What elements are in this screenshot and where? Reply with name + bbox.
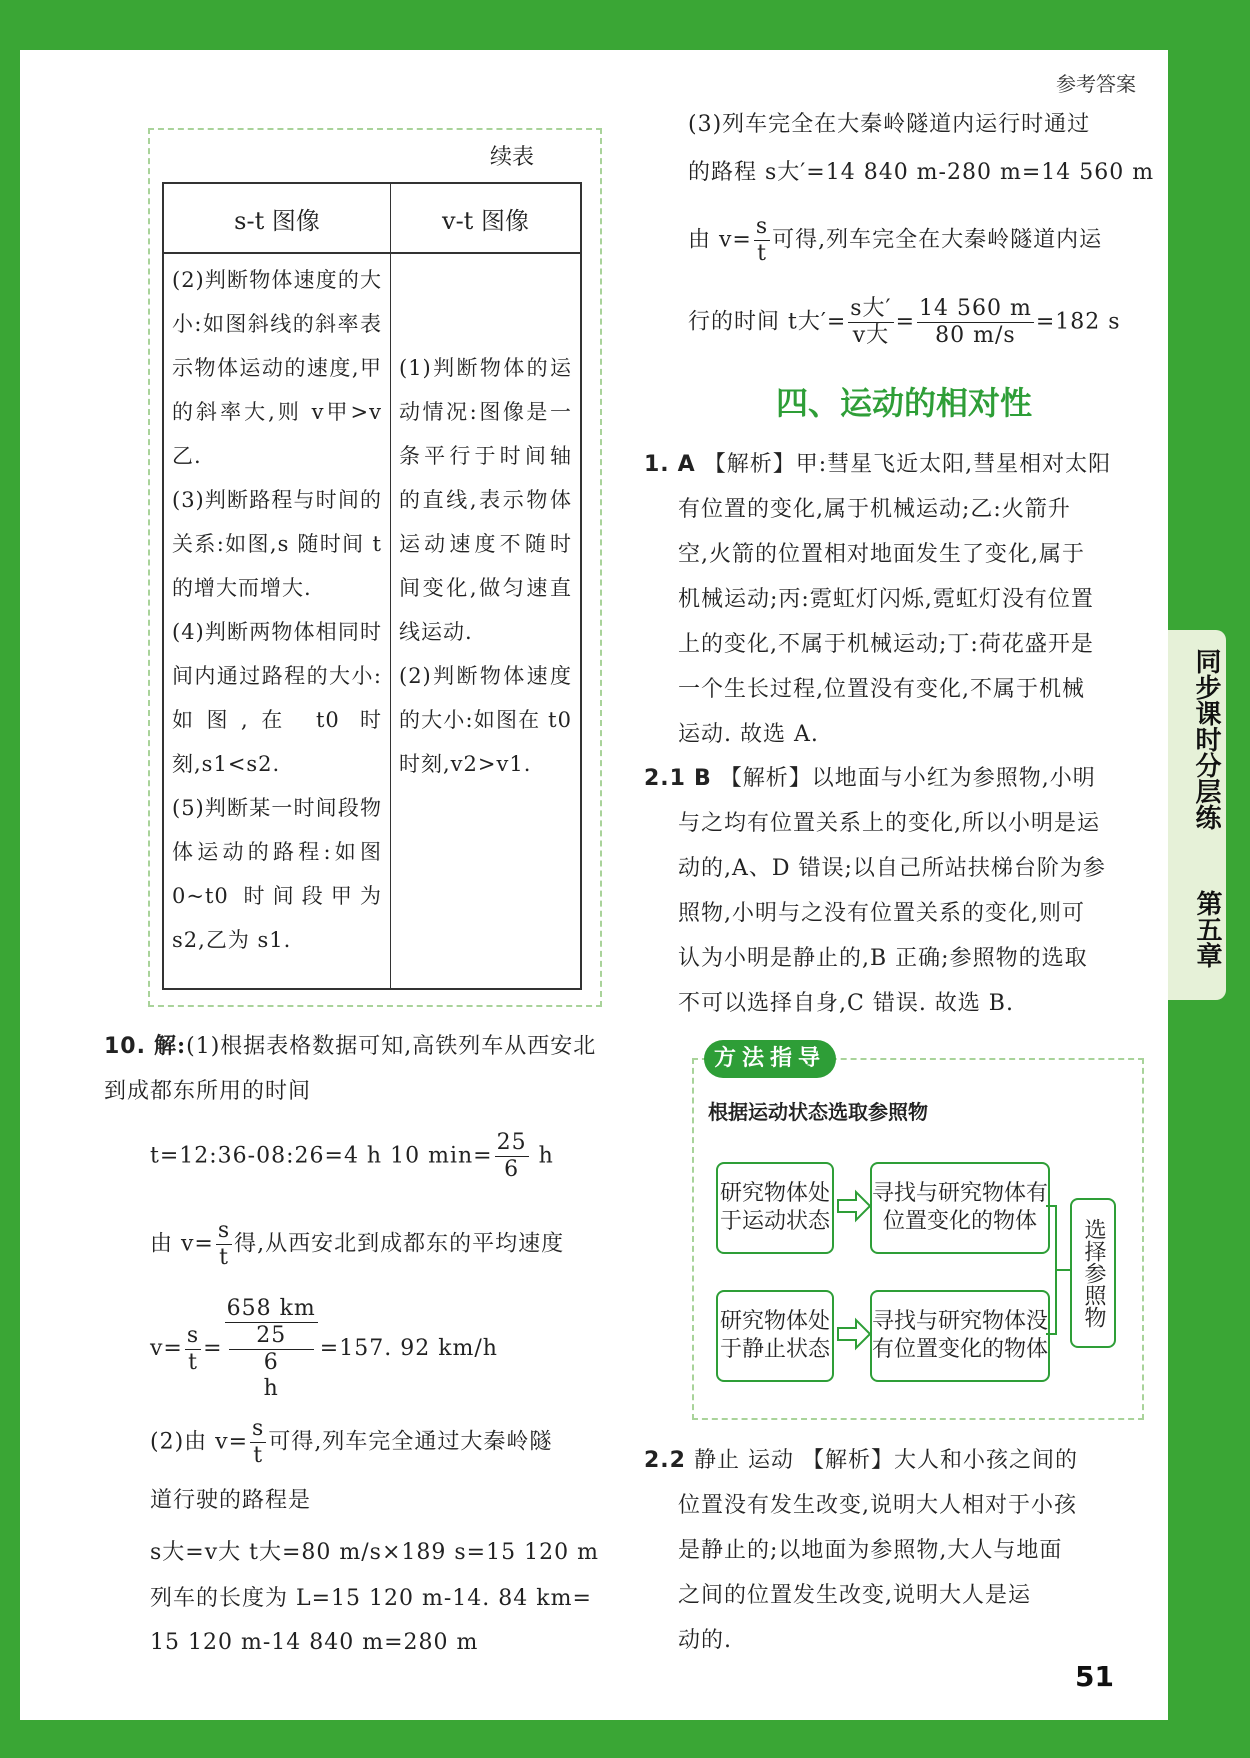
q10-eq1-left: t=12:36-08:26=4 h 10 min=	[150, 1143, 493, 1169]
vt-item: (2)判断物体速度的大小:如图在 t0 时刻,v2>v1.	[399, 664, 572, 776]
table-header-vt: v-t 图像	[391, 183, 582, 253]
rt-paragraph-4	[688, 296, 1121, 349]
q2-2-body	[678, 1483, 1158, 1663]
st-vt-table	[162, 182, 582, 990]
green-frame-left	[0, 0, 20, 1758]
q10-eq2-right: =157. 92 km/h	[319, 1336, 498, 1361]
frac-s: s	[755, 214, 769, 239]
q2-1-line: 与之均有位置关系上的变化,所以小明是运	[678, 811, 1100, 836]
q2-2-line: 位置没有发生改变,说明大人相对于小孩	[678, 1493, 1077, 1518]
q2-2-answer: 静止 运动	[693, 1448, 794, 1473]
section-title: 四、运动的相对性	[776, 384, 1033, 422]
rt-p3-a: 由 v=	[688, 227, 752, 253]
q2-2-block	[644, 1438, 1154, 1483]
q1-number: 1.	[644, 452, 670, 477]
rt-p4-fraction-1	[848, 296, 893, 349]
flow-box-moving: 研究物体处于运动状态	[716, 1162, 834, 1254]
q10-equation-2: v= $\frac{s}{t}$ = 658 km 25 6 h =157. 92 km/h	[150, 1296, 498, 1401]
q1-answer: A	[677, 452, 696, 477]
q1-block	[644, 442, 1154, 487]
q1-line: 机械运动;丙:霓虹灯闪烁,霓虹灯没有位置	[678, 587, 1094, 612]
q2-1-body	[678, 801, 1158, 1026]
method-title: 根据运动状态选取参照物	[708, 1100, 928, 1124]
frac-t: t	[219, 1245, 229, 1270]
table-cell-st	[163, 253, 391, 989]
st-item: (3)判断路程与时间的关系:如图,s 随时间 t 的增大而增大.	[172, 488, 382, 600]
rt-paragraph-1: (3)列车完全在大秦岭隧道内运行时通过	[688, 112, 1091, 137]
q2-2-line: 是静止的;以地面为参照物,大人与地面	[678, 1538, 1063, 1563]
q10-paragraph-5: 15 120 m-14 840 m=280 m	[150, 1630, 479, 1655]
frac-t: t	[757, 241, 767, 266]
flow-box-find-unchanged: 寻找与研究物体没有位置变化的物体	[870, 1290, 1050, 1382]
q2-2-line: 动的.	[678, 1628, 732, 1653]
frac-s: s	[217, 1218, 231, 1243]
q1-body	[678, 487, 1158, 757]
rt-p4-f2-num: 14 560 m	[919, 296, 1032, 321]
rt-paragraph-3	[688, 214, 1102, 267]
table-continued-label: 续表	[490, 145, 535, 170]
q10-p3-b: 可得,列车完全通过大秦岭隧	[268, 1429, 553, 1455]
q10-eq1-unit: h	[538, 1143, 554, 1169]
q2-2-number: 2.2	[644, 1448, 686, 1473]
flow-connectors	[830, 1162, 1130, 1382]
q2-2-line: 【解析】大人和小孩之间的	[801, 1448, 1078, 1473]
page-number: 51	[1075, 1660, 1114, 1693]
q1-line: 【解析】甲:彗星飞近太阳,彗星相对太阳	[703, 452, 1112, 477]
rt-p3-b: 可得,列车完全在大秦岭隧道内运	[772, 227, 1103, 253]
q10-paragraph-1	[104, 1024, 604, 1114]
rt-p4-f2-den: 80 m/s	[935, 323, 1016, 348]
rt-p4-b: =182 s	[1035, 309, 1121, 335]
q2-1-line: 动的,A、D 错误;以自己所站扶梯台阶为参	[678, 856, 1106, 881]
green-frame-top	[0, 0, 1250, 50]
green-frame-bottom	[0, 1720, 1250, 1758]
q10-paragraph-2	[150, 1218, 564, 1271]
arrow-right-icon	[838, 1320, 870, 1348]
flow-box-find-changed: 寻找与研究物体有位置变化的物体	[870, 1162, 1050, 1254]
side-tab-chapter: 第五章	[1192, 890, 1222, 968]
q10-p3-fraction	[250, 1416, 266, 1469]
q10-eq2-st-fraction	[185, 1323, 201, 1376]
q10-eq2-den-num: 25	[229, 1323, 314, 1350]
table-cell-vt	[391, 253, 582, 989]
q2-1-block	[644, 756, 1154, 801]
q10-v-fraction	[216, 1218, 232, 1271]
q10-p3-c: 道行驶的路程是	[150, 1488, 312, 1513]
frac-s: s	[186, 1322, 200, 1348]
side-tab-title: 同步课时分层练	[1191, 648, 1221, 830]
rt-p4-f1-num: s大′	[850, 296, 892, 321]
q10-eq2-den	[225, 1323, 318, 1402]
q10-p3-a: (2)由 v=	[150, 1429, 249, 1455]
frac-t: t	[188, 1349, 198, 1375]
q10-eq2-num: 658 km	[226, 1296, 316, 1321]
q10-lead: 解:	[153, 1033, 187, 1059]
arrow-right-icon	[838, 1192, 870, 1220]
q2-1-line: 【解析】以地面与小红为参照物,小明	[719, 766, 1096, 791]
q10-number: 10.	[104, 1034, 146, 1059]
rt-p4-f1-den: v大	[852, 323, 890, 348]
flow-box-select-reference: 选择参照物	[1070, 1198, 1116, 1348]
method-tag: 方法指导	[704, 1040, 836, 1078]
flow-box-static: 研究物体处于静止状态	[716, 1290, 834, 1382]
q10-paragraph-3	[150, 1416, 610, 1469]
q10-paragraph-4: 列车的长度为 L=15 120 m-14. 84 km=	[150, 1586, 592, 1611]
q10-eq2-den-unit: h	[263, 1376, 279, 1401]
rt-p4-fraction-2	[917, 296, 1034, 349]
rt-p4-eq: =	[895, 309, 915, 335]
q1-line: 运动. 故选 A.	[678, 722, 819, 747]
vt-item: (1)判断物体的运动情况:图像是一条平行于时间轴的直线,表示物体运动速度不随时间变化,做匀速直线运动.	[399, 356, 572, 644]
q2-1-line: 认为小明是静止的,B 正确;参照物的选取	[678, 946, 1088, 971]
q2-1-line: 照物,小明与之没有位置关系的变化,则可	[678, 901, 1085, 926]
q2-1-number: 2.1	[644, 766, 686, 791]
q2-1-line: 不可以选择自身,C 错误. 故选 B.	[678, 991, 1014, 1016]
q10-text-1: (1)根据表格数据可知,高铁列车从西安北到成都东所用的时间	[104, 1034, 597, 1104]
rt-v-fraction	[754, 214, 770, 267]
q1-line: 空,火箭的位置相对地面发生了变化,属于	[678, 542, 1085, 567]
q10-equation-3: s大=v大 t大=80 m/s×189 s=15 120 m	[150, 1540, 599, 1565]
bracket-connector	[1046, 1206, 1070, 1334]
q10-eq2-left: v=	[150, 1336, 183, 1361]
q10-p2-b: 得,从西安北到成都东的平均速度	[234, 1231, 565, 1257]
q2-1-answer: B	[693, 766, 712, 791]
st-item: (2)判断物体速度的大小:如图斜线的斜率表示物体运动的速度,甲的斜率大,则 v甲>v乙.	[172, 268, 382, 468]
q10-equation-1	[150, 1130, 554, 1183]
q10-p2-a: 由 v=	[150, 1231, 214, 1257]
frac-s: s	[252, 1416, 265, 1441]
q10-eq2-fraction	[225, 1296, 318, 1402]
header-answer-label: 参考答案	[1056, 72, 1136, 96]
st-item: (5)判断某一时间段物体运动的路程:如图 0~t0 时间段甲为 s2,乙为 s1.	[172, 796, 382, 952]
q10-eq1-num: 25	[496, 1130, 527, 1155]
q1-line: 上的变化,不属于机械运动;丁:荷花盛开是	[678, 632, 1094, 657]
q2-2-line: 之间的位置发生改变,说明大人是运	[678, 1583, 1031, 1608]
rt-p4-a: 行的时间 t大′=	[688, 309, 847, 335]
table-header-st: s-t 图像	[163, 183, 391, 253]
rt-paragraph-2: 的路程 s大′=14 840 m-280 m=14 560 m	[688, 160, 1155, 185]
q10-eq1-fraction	[495, 1130, 529, 1183]
q1-line: 有位置的变化,属于机械运动;乙:火箭升	[678, 497, 1071, 522]
q1-line: 一个生长过程,位置没有变化,不属于机械	[678, 677, 1085, 702]
q10-eq2-den-den: 6	[263, 1350, 279, 1375]
q10-eq1-den: 6	[504, 1157, 520, 1182]
st-item: (4)判断两物体相同时间内通过路程的大小:如图,在 t0 时刻,s1<s2.	[172, 620, 382, 776]
frac-t: t	[253, 1443, 264, 1468]
